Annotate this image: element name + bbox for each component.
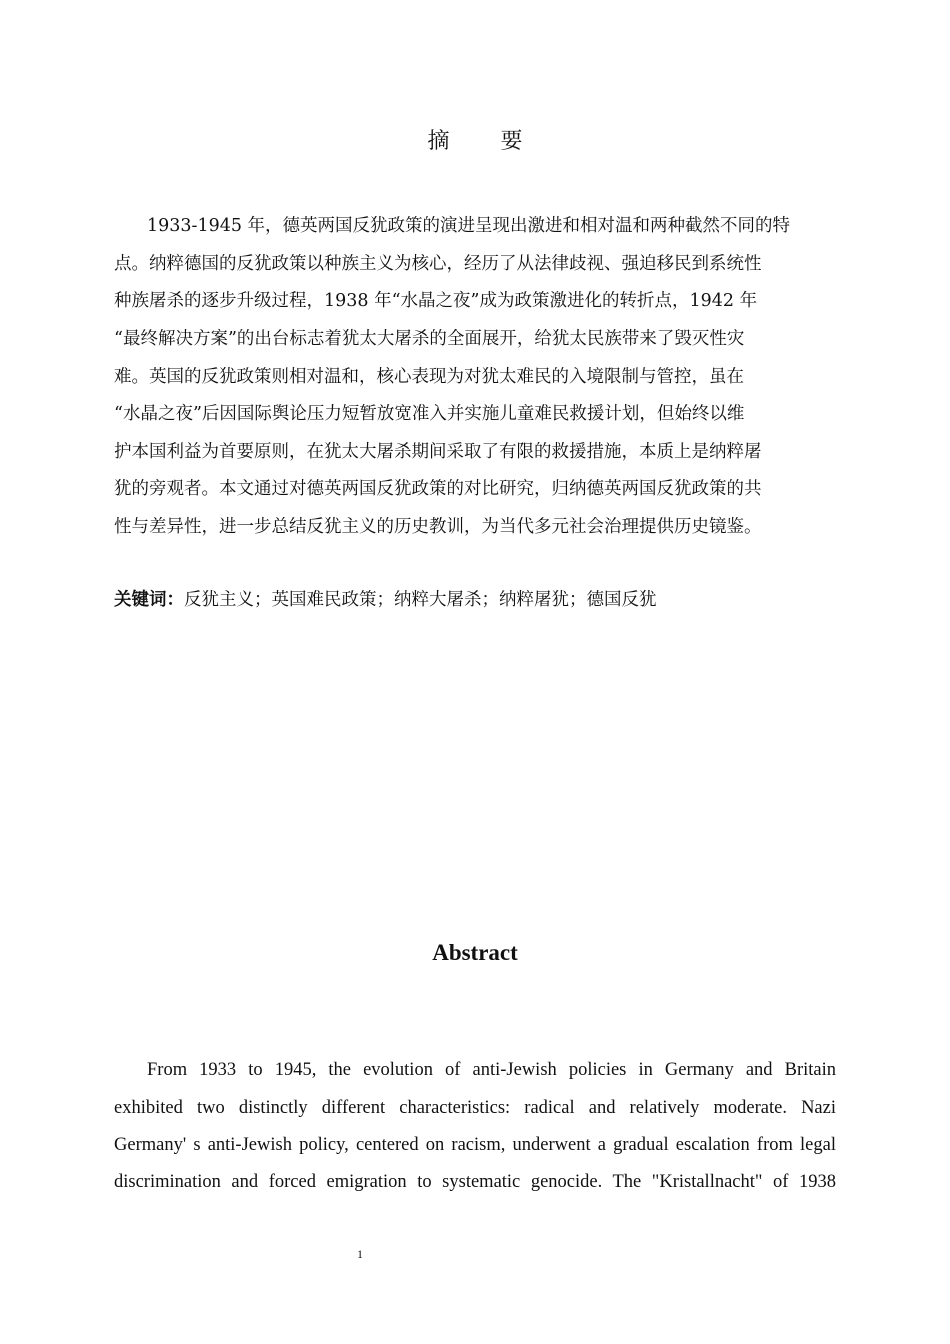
chinese-abstract-title: 摘 要	[427, 129, 545, 154]
chinese-abstract-line: “水晶之夜”后因国际舆论压力短暂放宽准入并实施儿童难民救援计划，但始终以维	[114, 404, 745, 424]
keywords-line	[114, 588, 657, 612]
chinese-abstract-line: 犹的旁观者。本文通过对德英两国反犹政策的对比研究，归纳德英两国反犹政策的共	[114, 479, 762, 499]
english-abstract-line: Germany' s anti-Jewish policy, centered on racism, underwent a gradual escalation from legal	[114, 1135, 836, 1155]
chinese-abstract-line: 性与差异性，进一步总结反犹主义的历史教训，为当代多元社会治理提供历史镜鉴。	[114, 517, 762, 537]
keywords-label: 关键词：	[114, 590, 184, 610]
chinese-abstract-line: 1933-1945 年，德英两国反犹政策的演进呈现出激进和相对温和两种截然不同的特	[147, 216, 791, 236]
english-abstract-line: From 1933 to 1945, the evolution of anti-Jewish policies in Germany and Britain	[147, 1060, 836, 1080]
chinese-abstract-line: 点。纳粹德国的反犹政策以种族主义为核心，经历了从法律歧视、强迫移民到系统性	[114, 254, 762, 274]
english-abstract-line: exhibited two distinctly different characteristics: radical and relatively moderate. Nazi	[114, 1098, 836, 1118]
keywords-text: 反犹主义；英国难民政策；纳粹大屠杀；纳粹屠犹；德国反犹	[184, 590, 657, 610]
page-number: 1	[357, 1247, 363, 1261]
chinese-abstract-line: 护本国利益为首要原则，在犹太大屠杀期间采取了有限的救援措施，本质上是纳粹屠	[114, 442, 762, 462]
chinese-abstract-line: “最终解决方案”的出台标志着犹太大屠杀的全面展开，给犹太民族带来了毁灭性灾	[114, 329, 745, 349]
chinese-abstract-line: 难。英国的反犹政策则相对温和，核心表现为对犹太难民的入境限制与管控，虽在	[114, 367, 744, 387]
english-abstract-title: Abstract	[432, 940, 518, 965]
english-abstract-line: discrimination and forced emigration to systematic genocide. The "Kristallnacht" of 1938	[114, 1172, 836, 1192]
chinese-abstract-line: 种族屠杀的逐步升级过程，1938 年“水晶之夜”成为政策激进化的转折点，1942 年	[114, 291, 758, 311]
